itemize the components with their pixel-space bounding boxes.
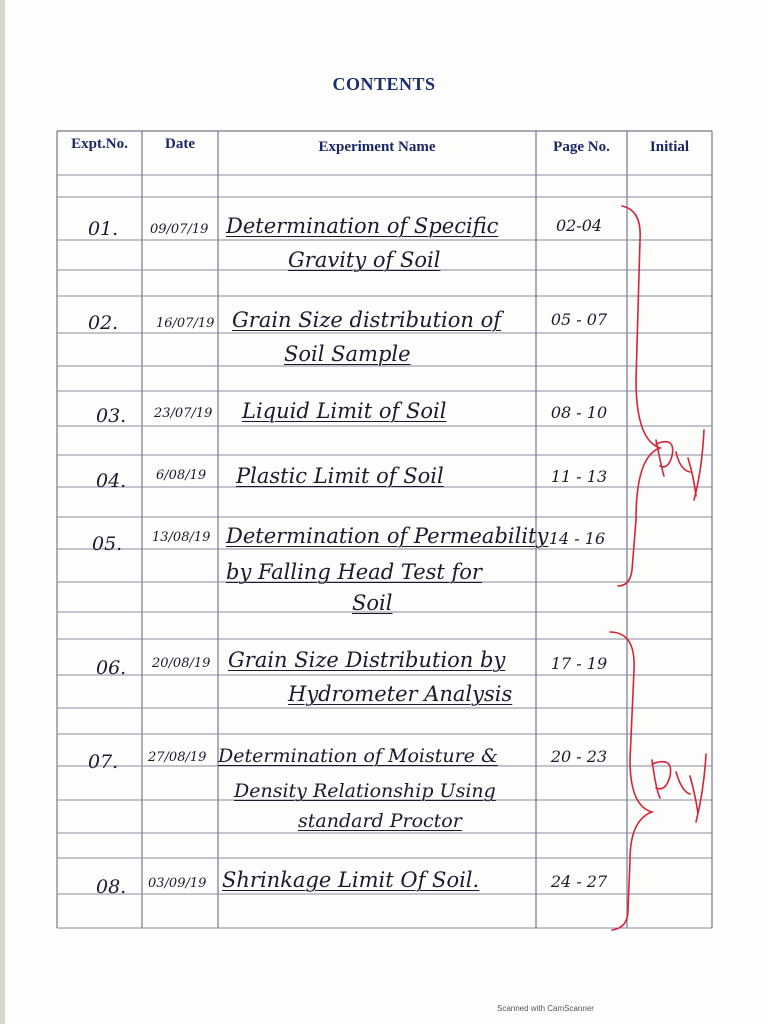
table-row-4-no: 04. [96, 470, 127, 492]
table-row-1-no: 01. [88, 218, 119, 240]
table-row-8-no: 08. [96, 876, 127, 898]
table-row-6-pages: 17 - 19 [550, 654, 608, 673]
table-row-7-pages: 20 - 23 [550, 747, 608, 766]
table-row-5-name-line-2: by Falling Head Test for [226, 560, 482, 584]
scanner-watermark: Scanned with CamScanner [497, 1004, 594, 1013]
table-row-6-name-line-1: Grain Size Distribution by [228, 648, 506, 672]
table-row-5-name-line-1: Determination of Permeability [226, 524, 549, 548]
table-row-2-name-line-1: Grain Size distribution of [232, 308, 502, 332]
table-row-6-name-line-2: Hydrometer Analysis [288, 682, 513, 706]
table-row-2-date: 16/07/19 [156, 316, 215, 331]
table-row-6-no: 06. [96, 657, 127, 679]
table-row-1-name-line-2: Gravity of Soil [288, 248, 441, 272]
table-row-8-date: 03/09/19 [148, 876, 207, 891]
table-row-5-pages: 14 - 16 [548, 529, 606, 548]
table-row-8-name-line-1: Shrinkage Limit Of Soil. [222, 868, 480, 892]
header-date: Date [165, 136, 195, 152]
table-row-1-name-line-1: Determination of Specific [226, 214, 499, 238]
table-row-4-name-line-1: Plastic Limit of Soil [236, 464, 444, 488]
table-row-3-date: 23/07/19 [154, 406, 213, 421]
header-page-no: Page No. [553, 139, 610, 155]
table-row-8-pages: 24 - 27 [550, 872, 608, 891]
table-row-2-no: 02. [88, 312, 119, 334]
table-row-7-name-line-2: Density Relationship Using [234, 780, 496, 802]
table-row-3-pages: 08 - 10 [550, 403, 608, 422]
table-row-5-name-line-3: Soil [352, 591, 393, 615]
table-row-2-pages: 05 - 07 [550, 310, 608, 329]
table-row-5-date: 13/08/19 [152, 530, 211, 545]
table-row-7-name-line-1: Determination of Moisture & [218, 745, 498, 767]
table-row-7-date: 27/08/19 [148, 750, 207, 765]
header-experiment-name: Experiment Name [318, 139, 436, 155]
table-row-7-no: 07. [88, 751, 119, 773]
header-expt-no: Expt.No. [71, 136, 128, 152]
table-row-3-name-line-1: Liquid Limit of Soil [242, 399, 447, 423]
table-row-5-no: 05. [92, 533, 123, 555]
header-initial: Initial [649, 139, 690, 155]
table-row-7-name-line-3: standard Proctor [298, 810, 462, 832]
table-row-1-date: 09/07/19 [150, 222, 209, 237]
table-row-4-date: 6/08/19 [156, 468, 207, 483]
table-row-4-pages: 11 - 13 [550, 467, 608, 486]
table-row-3-no: 03. [96, 405, 127, 427]
table-row-2-name-line-2: Soil Sample [284, 342, 411, 366]
page-title: CONTENTS [332, 74, 436, 94]
table-row-1-pages: 02-04 [555, 216, 603, 235]
table-row-6-date: 20/08/19 [152, 656, 211, 671]
